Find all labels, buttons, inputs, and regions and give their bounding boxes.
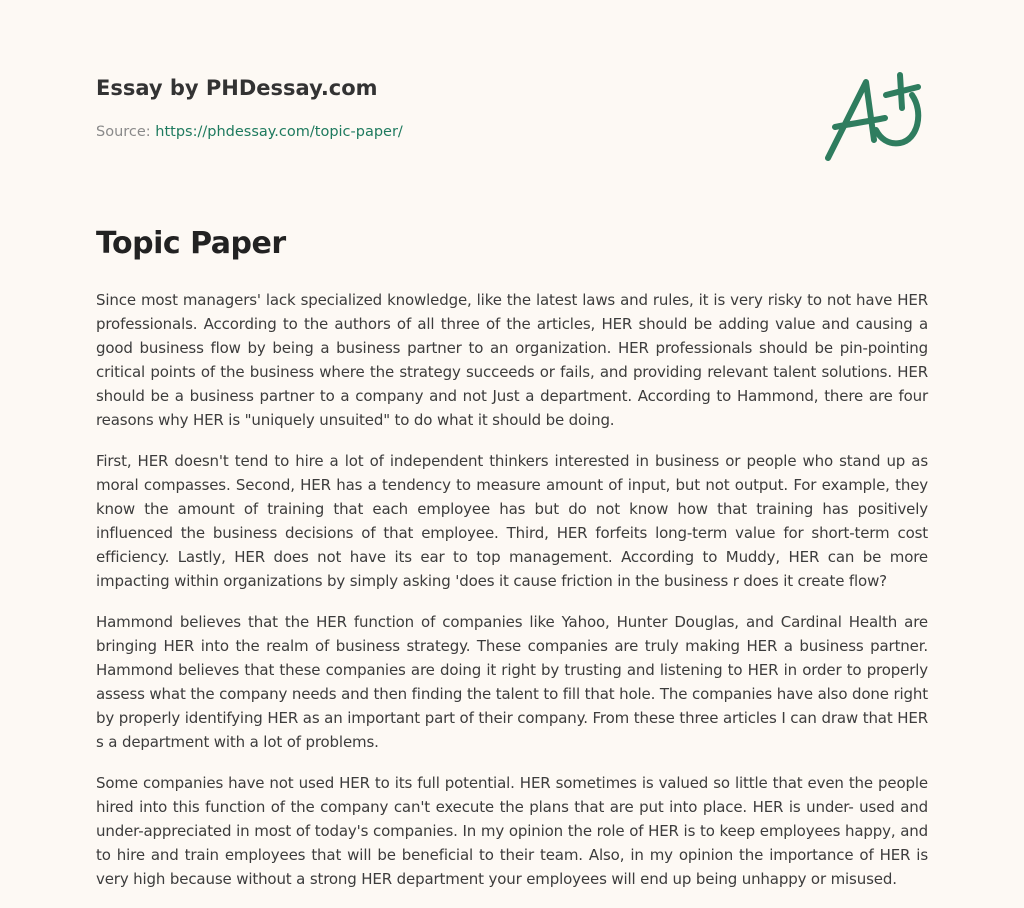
essay-paragraph: First, HER doesn't tend to hire a lot of independent thinkers interested in business or people who stand up as moral compasses. Second, HER has a tendency to measure amount of input, but not output. For example, they know the amount of training that each employee has but do not know how that training has positively influenced the business decisions of that employee. Third, HER forfeits long-term value for short-term cost efficiency. Lastly, HER does not have its ear to top management. According to Muddy, HER can be more impacting within organizations by simply asking 'does it cause friction in the business r does it create flow? — [96, 452, 928, 590]
essay-paragraph: Since most managers' lack specialized knowledge, like the latest laws and rules, it is very risky to not have HER professionals. According to the authors of all three of the articles, HER should be adding value and causing a good business flow by being a business partner to an organization. HER professionals should be pin-pointing critical points of the business where the strategy succeeds or fails, and providing relevant talent solutions. HER should be a business partner to a company and not Just a department. According to Hammond, there are four reasons why HER is "uniquely unsuited" to do what it should be doing. — [96, 291, 928, 429]
essay-body — [96, 288, 928, 908]
page-title: Topic Paper — [96, 226, 286, 261]
source-label: Source: — [96, 124, 151, 140]
essay-paragraph: Hammond believes that the HER function of companies like Yahoo, Hunter Douglas, and Cardinal Health are bringing HER into the realm of business strategy. These companies are truly making HER a business partner. Hammond believes that these companies are doing it right by trusting and listening to HER in order to properly assess what the company needs and then finding the talent to fill that hole. The companies have also done right by properly identifying HER as an important part of their company. From these three articles I can draw that HER s a department with a lot of problems. — [96, 613, 928, 751]
essay-paragraph: Some companies have not used HER to its full potential. HER sometimes is valued so little that even the people hired into this function of the company can't execute the plans that are put into place. HER is under- used and under-appreciated in most of today's companies. In my opinion the role of HER is to keep employees happy, and to hire and train employees that will be beneficial to their team. Also, in my opinion the importance of HER is very high because without a strong HER department your employees will end up being unhappy or misused. — [96, 774, 928, 888]
site-brand: Essay by PHDessay.com — [96, 76, 378, 100]
a-plus-logo-icon — [815, 62, 935, 172]
source-line — [96, 124, 403, 140]
source-link[interactable]: https://phdessay.com/topic-paper/ — [155, 124, 403, 140]
